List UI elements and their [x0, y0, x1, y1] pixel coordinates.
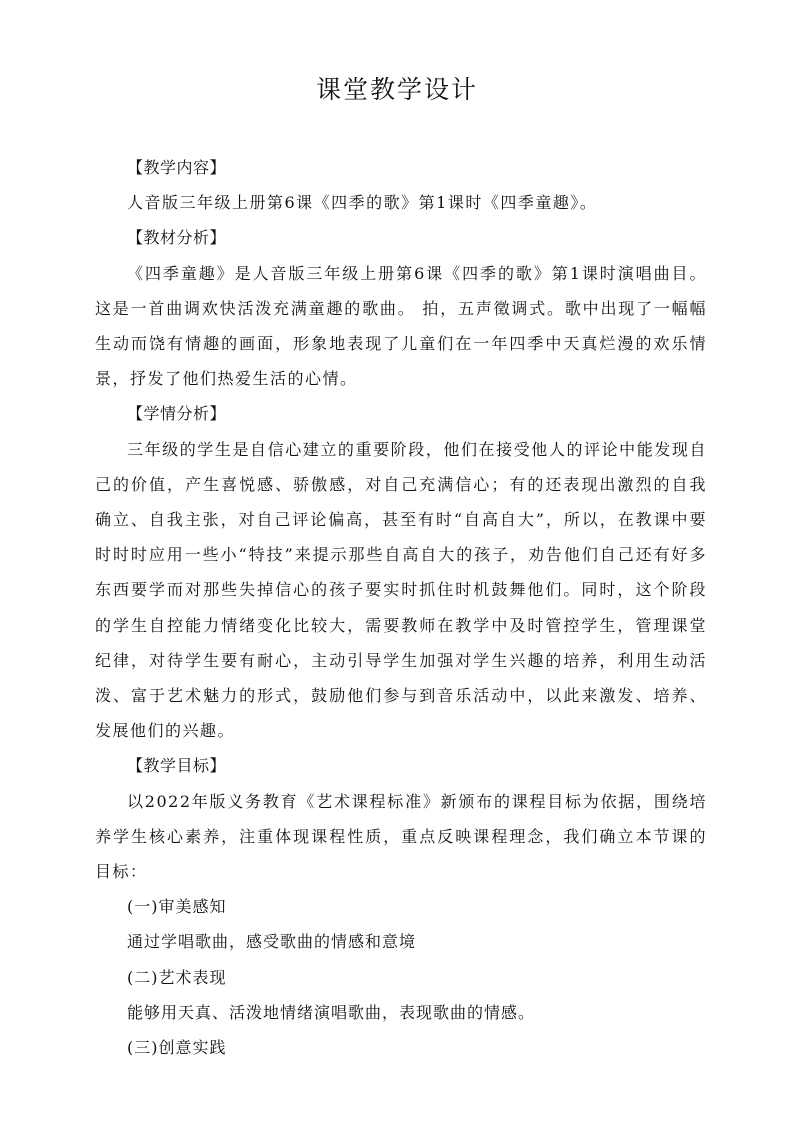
learner-analysis-paragraph: 三年级的学生是自信心建立的重要阶段，他们在接受他人的评论中能发现自己的价值，产生喜悦感、骄傲感，对自己充满信心；有的还表现出激烈的自我确立、自我主张，对自己评论偏高，甚至有时“自高自大”，所以，在教课中要时时时应用一些小“特技”来提示那些自高自大的孩子，劝告他们自己还有好多东西要学而对那些失掉信心的孩子要实时抓住时机鼓舞他们。同时，这个阶段的学生自控能力情绪变化比较大，需要教师在教学中及时管控学生，管理课堂纪律，对待学生要有耐心，主动引导学生加强对学生兴趣的培养，利用生动活泼、富于艺术魅力的形式，鼓励他们参与到音乐活动中，以此来激发、培养、发展他们的兴趣。: [95, 439, 707, 741]
goal-item-creative-practice-label: (三)创意实践: [127, 1038, 227, 1058]
goal-item-artistic-expression-text: 能够用天真、活泼地情绪演唱歌曲，表现歌曲的情感。: [127, 1002, 536, 1022]
section-heading-teaching-goals: 【教学目标】: [127, 756, 227, 776]
teaching-goals-paragraph: 以2022年版义务教育《艺术课程标准》新颁布的课程目标为依据，围绕培养学生核心素养，注重体现课程性质，重点反映课程理念，我们确立本节课的目标：: [95, 791, 707, 882]
section-heading-teaching-content: 【教学内容】: [127, 158, 227, 177]
section-heading-learner-analysis: 【学情分析】: [127, 404, 227, 424]
section-heading-material-analysis: 【教材分析】: [127, 228, 227, 248]
teaching-content-paragraph: 人音版三年级上册第6课《四季的歌》第1课时《四季童趣》。: [127, 193, 598, 213]
goal-item-artistic-expression-label: (二)艺术表现: [127, 967, 227, 987]
material-analysis-paragraph: 《四季童趣》是人音版三年级上册第6课《四季的歌》第1课时演唱曲目。这是一首曲调欢快活泼充满童趣的歌曲。 拍，五声徵调式。歌中出现了一幅幅生动而饶有情趣的画面，形象地表现了儿童们在一年四季中天真烂漫的欢乐情景，抒发了他们热爱生活的心情。: [95, 263, 707, 389]
goal-item-aesthetic-perception-label: (一)审美感知: [127, 897, 227, 917]
goal-item-aesthetic-perception-text: 通过学唱歌曲，感受歌曲的情感和意境: [127, 932, 417, 952]
document-title: 课堂教学设计: [315, 75, 478, 104]
document-body: [95, 150, 707, 1065]
